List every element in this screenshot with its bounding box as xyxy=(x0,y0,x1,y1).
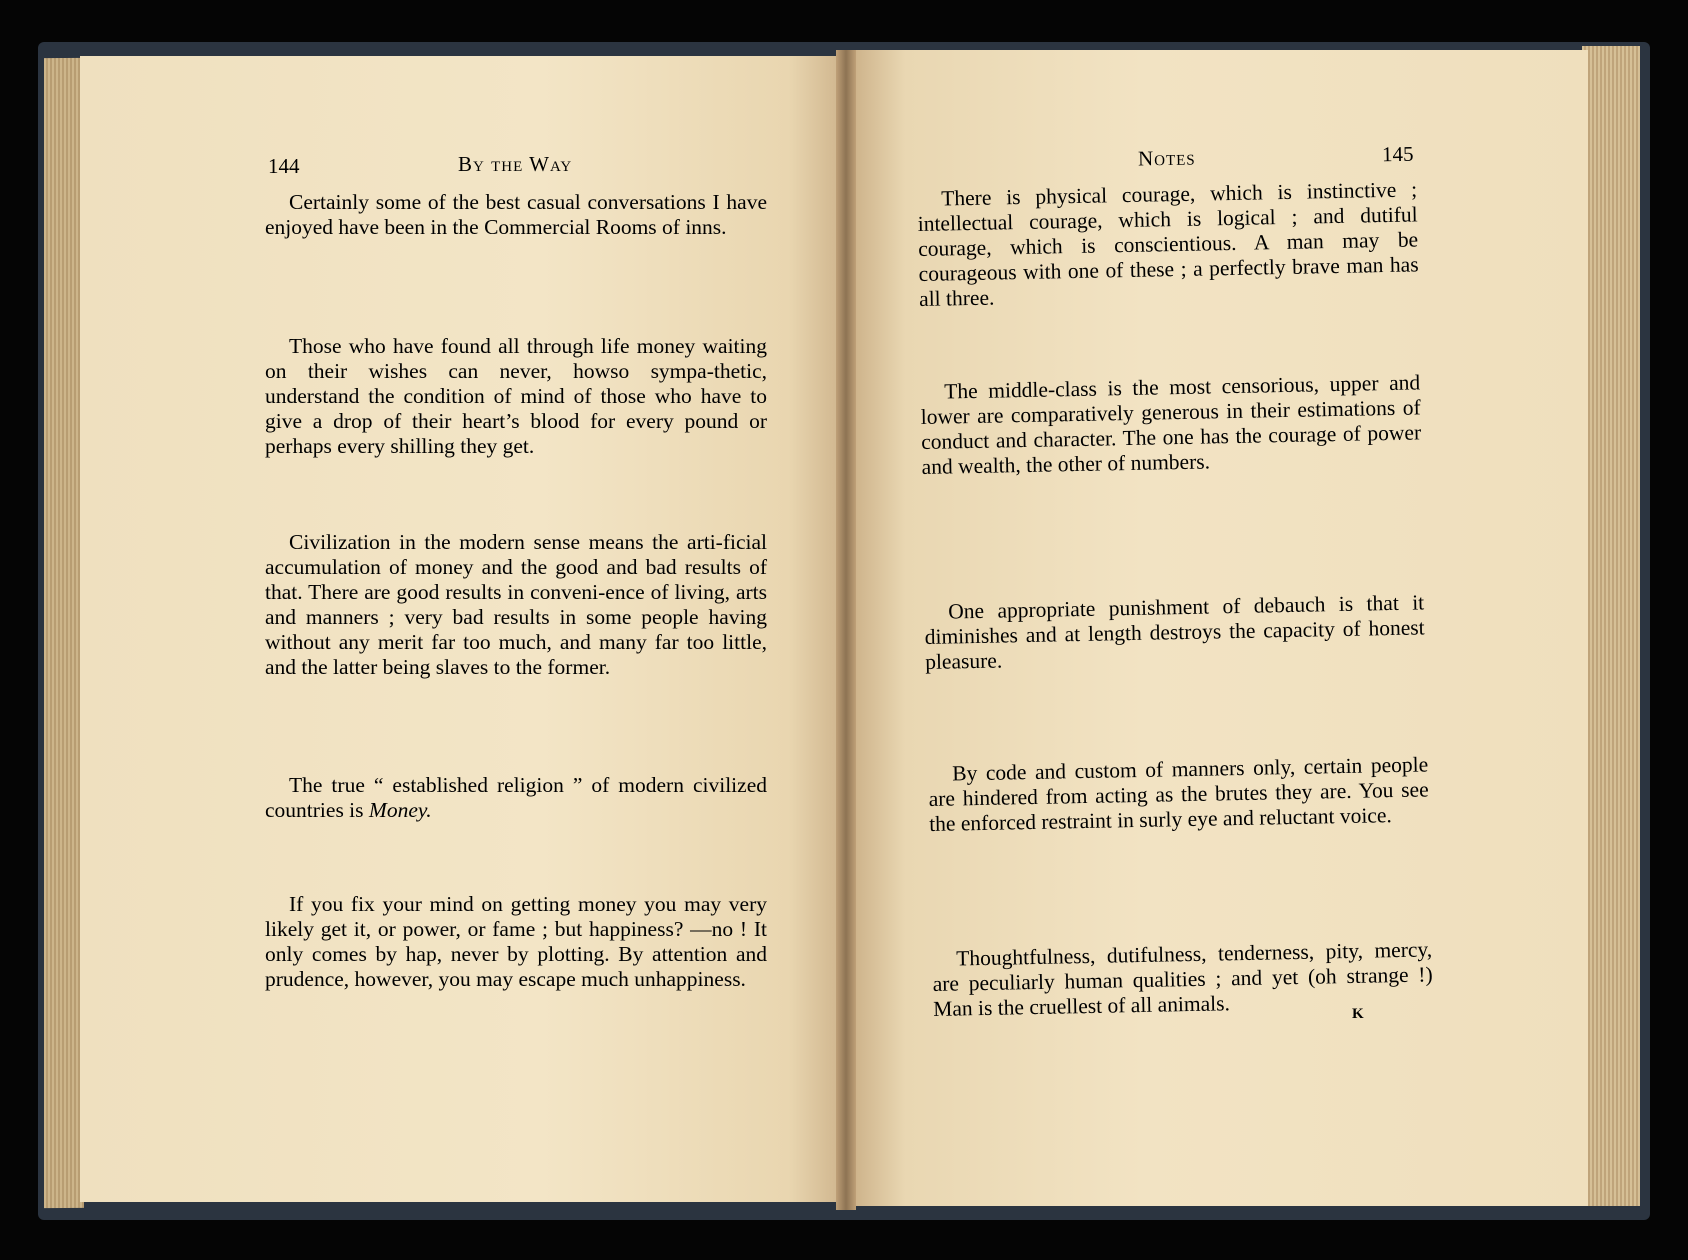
right-page-number: 145 xyxy=(1381,141,1414,167)
book-gutter xyxy=(836,50,856,1210)
left-running-head: By the Way xyxy=(458,152,573,176)
page-edges-left xyxy=(44,58,84,1208)
left-paragraph-3: Civilization in the modern sense means the arti-ficial accumulation of money and the good and bad results of that. There are good results in conveni-ence of living, arts and manners ; very bad results in some people having without any merit far too much, and many far too little, and the latter being slaves to the former. xyxy=(265,530,767,679)
left-paragraph-religion xyxy=(265,773,767,823)
right-paragraph-4: By code and custom of manners only, certain people are hindered from acting as the brutes they are. You see the enforced restraint in surly eye and reluctant voice. xyxy=(928,752,1429,836)
signature-mark: K xyxy=(1352,1006,1364,1022)
left-page-number: 144 xyxy=(268,154,300,178)
right-paragraph-3: One appropriate punishment of debauch is that it diminishes and at length destroys the capacity of honest pleasure. xyxy=(924,590,1425,674)
left-paragraph-1: Certainly some of the best casual conversations I have enjoyed have been in the Commercial Rooms of inns. xyxy=(265,190,767,239)
page-edges-right xyxy=(1582,46,1640,1206)
left-paragraph-4: If you fix your mind on getting money you may very likely get it, or power, or fame ; but happiness? —no ! It only comes by hap, never by plotting. By attention and prudence, however, you may escape much unhappiness. xyxy=(265,892,767,991)
religion-emphasis: Money. xyxy=(368,798,432,822)
right-paragraph-2: The middle-class is the most censorious, upper and lower are comparatively generous in their estimations of conduct and character. The one has the courage of power and wealth, the other of numbers. xyxy=(920,370,1422,479)
left-paragraph-2: Those who have found all through life money waiting on their wishes can never, howso sympa-thetic, understand the condition of mind of those who have to give a drop of their heart’s blood for every pound or perhaps every shilling they get. xyxy=(265,334,767,458)
religion-text: The true “ established religion ” of modern civilized countries is xyxy=(265,773,767,822)
right-running-head: Notes xyxy=(1137,145,1196,171)
right-paragraph-1: There is physical courage, which is instinctive ; intellectual courage, which is logical ; and dutiful courage, which is conscientious. A man may be courageous with one of these ; a perfectly brave man has all three. xyxy=(917,177,1419,311)
right-paragraph-5: Thoughtfulness, dutifulness, tenderness, pity, mercy, are peculiarly human qualities ; and yet (oh strange !) Man is the cruellest of all animals. xyxy=(932,937,1433,1021)
